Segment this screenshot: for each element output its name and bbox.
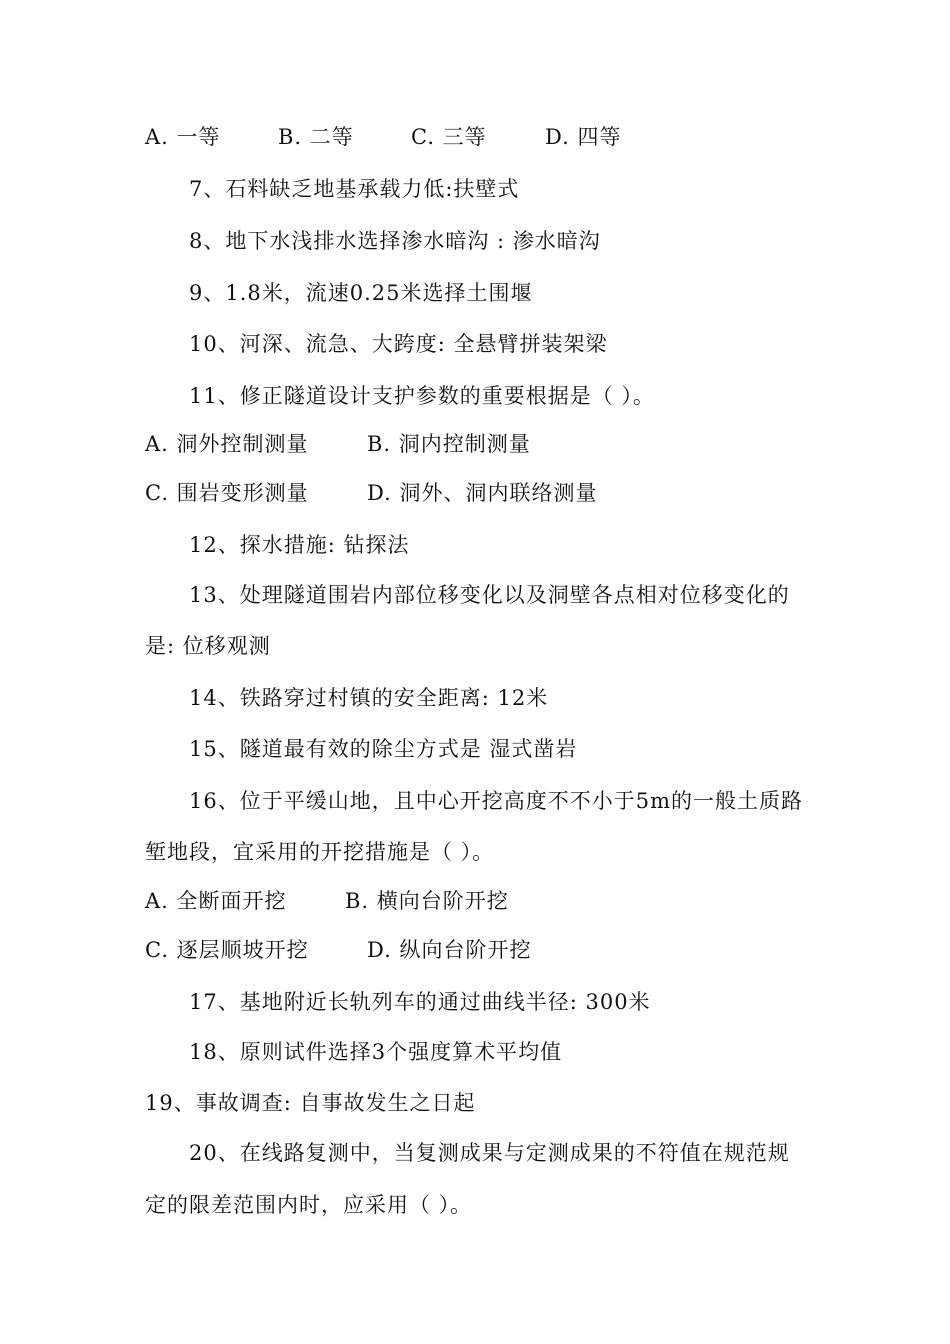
option-c: C. 三等 (411, 125, 487, 149)
option-d: D. 四等 (545, 125, 622, 149)
option-b: B. 二等 (278, 125, 354, 149)
question-15: 15、隧道最有效的除尘方式是 湿式凿岩 (189, 737, 578, 761)
question-9: 9、1.8米，流速0.25米选择土围堰 (189, 281, 533, 305)
option-c: C. 逐层顺坡开挖 (145, 938, 309, 962)
option-b: B. 洞内控制测量 (367, 432, 531, 456)
option-b: B. 横向台阶开挖 (345, 889, 509, 913)
question-8: 8、地下水浅排水选择渗水暗沟 : 渗水暗沟 (189, 229, 601, 253)
question-10: 10、河深、流急、大跨度: 全悬臂拼装架梁 (189, 332, 608, 356)
question-13-line-2: 是: 位移观测 (145, 634, 271, 658)
question-16-line-1: 16、位于平缓山地，且中心开挖高度不不小于5m的一般土质路 (189, 789, 803, 813)
question-20-line-1: 20、在线路复测中，当复测成果与定测成果的不符值在规范规 (189, 1141, 790, 1165)
option-a: A. 洞外控制测量 (145, 432, 309, 456)
question-12: 12、探水措施: 钻探法 (189, 533, 410, 557)
option-d: D. 洞外、洞内联络测量 (367, 481, 598, 505)
question-16-line-2: 堑地段，宜采用的开挖措施是（ ）。 (145, 840, 495, 864)
option-a: A. 全断面开挖 (145, 889, 287, 913)
question-20-line-2: 定的限差范围内时，应采用（ ）。 (145, 1193, 473, 1217)
question-18: 18、原则试件选择3个强度算术平均值 (189, 1040, 563, 1064)
question-7: 7、石料缺乏地基承载力低:扶壁式 (189, 177, 520, 201)
question-13-line-1: 13、处理隧道围岩内部位移变化以及洞壁各点相对位移变化的 (189, 583, 790, 607)
question-11: 11、修正隧道设计支护参数的重要根据是（ ）。 (189, 384, 655, 408)
option-a: A. 一等 (145, 125, 221, 149)
option-d: D. 纵向台阶开挖 (367, 938, 532, 962)
question-17: 17、基地附近长轨列车的通过曲线半径: 300米 (189, 990, 651, 1014)
question-19: 19、事故调查: 自事故发生之日起 (145, 1091, 476, 1115)
question-14: 14、铁路穿过村镇的安全距离: 12米 (189, 686, 549, 710)
option-c: C. 围岩变形测量 (145, 481, 309, 505)
